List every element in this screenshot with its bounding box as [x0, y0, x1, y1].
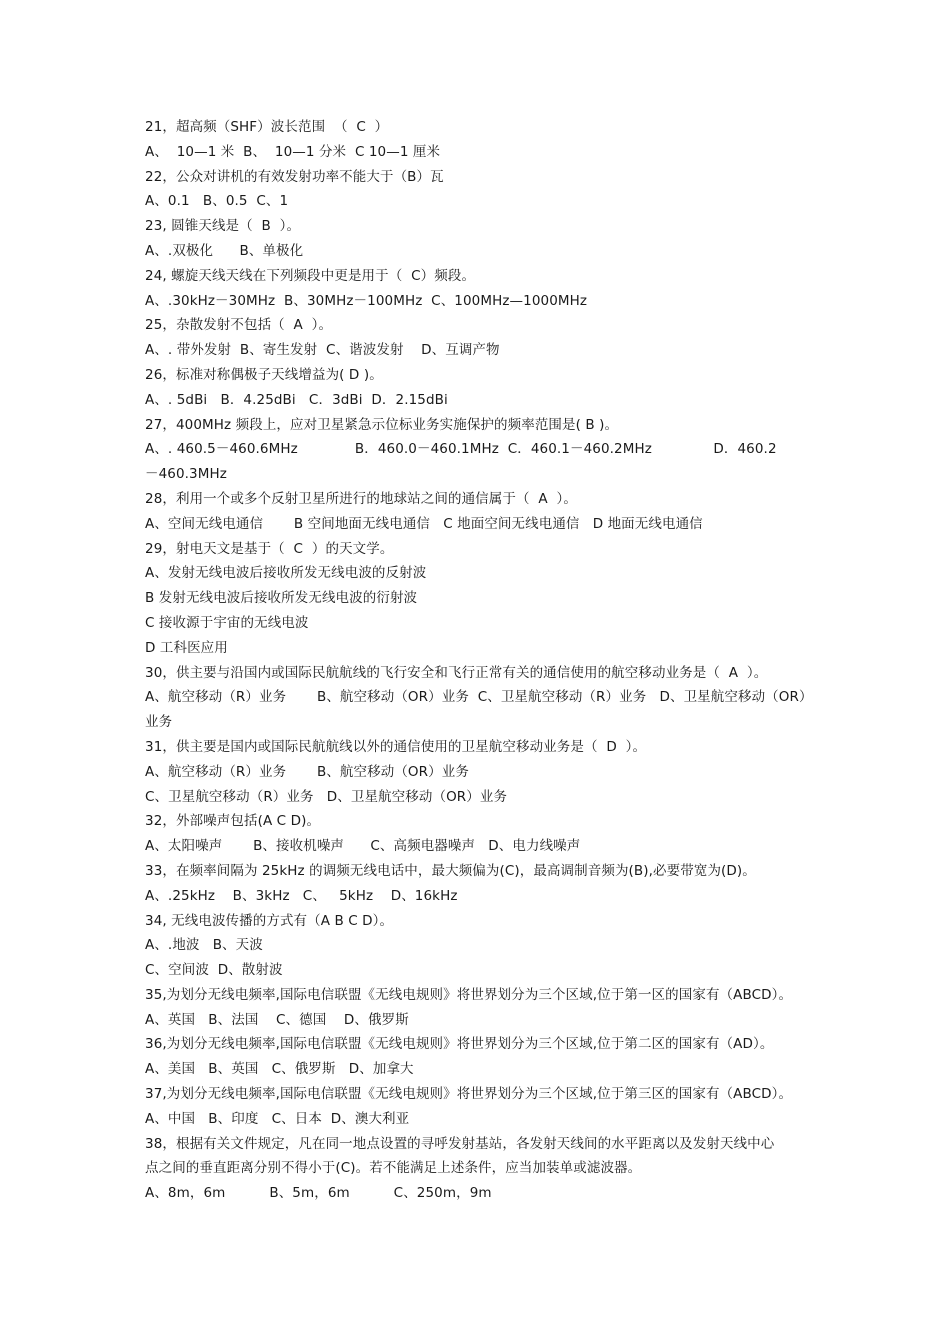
question-27-stem: 27，400MHz 频段上，应对卫星紧急示位标业务实施保护的频率范围是( B )。	[145, 416, 619, 433]
question-21-stem: 21，超高频（SHF）波长范围 （ C ）	[145, 119, 389, 135]
question-23-options: A、.双极化 B、单极化	[145, 242, 304, 259]
question-32-stem: 32，外部噪声包括(A C D)。	[145, 813, 321, 830]
question-27-options: A、. 460.5－460.6MHz B．460.0－460.1MHz C．460.1－460.2MHz D．460.2	[145, 441, 777, 458]
question-22-stem: 22，公众对讲机的有效发射功率不能大于（B）瓦	[145, 168, 444, 185]
question-38-options: A、8m，6m B、5m，6m C、250m，9m	[145, 1185, 492, 1202]
question-26-stem: 26，标准对称偶极子天线增益为( D )。	[145, 366, 383, 383]
question-25-options: A、. 带外发射 B、寄生发射 C、谐波发射 D、互调产物	[145, 342, 500, 359]
question-35-stem: 35,为划分无线电频率,国际电信联盟《无线电规则》将世界划分为三个区域,位于第一区的国家有（ABCD）。	[145, 986, 793, 1003]
question-34-options-ab: A、.地波 B、天波	[145, 937, 263, 954]
question-28-stem: 28，利用一个或多个反射卫星所进行的地球站之间的通信属于（ A ）。	[145, 490, 577, 507]
question-34-stem: 34, 无线电波传播的方式有（A B C D）。	[145, 912, 394, 929]
question-28-options: A、空间无线电通信 B 空间地面无线电通信 C 地面空间无线电通信 D 地面无线电通信	[145, 515, 703, 532]
question-36-options: A、美国 B、英国 C、俄罗斯 D、加拿大	[145, 1061, 414, 1078]
question-30-stem: 30，供主要与沿国内或国际民航航线的飞行安全和飞行正常有关的通信使用的航空移动业务是（ A ）。	[145, 664, 768, 681]
question-33-stem: 33，在频率间隔为 25kHz 的调频无线电话中，最大频偏为(C)，最高调制音频为(B),必要带宽为(D)。	[145, 862, 756, 879]
question-33-options: A、.25kHz B、3kHz C、 5kHz D、16kHz	[145, 887, 458, 904]
question-29-option-c: C 接收源于宇宙的无线电波	[145, 614, 309, 631]
question-37-stem: 37,为划分无线电频率,国际电信联盟《无线电规则》将世界划分为三个区域,位于第三区的国家有（ABCD）。	[145, 1086, 793, 1103]
question-27-options-cont: －460.3MHz	[145, 466, 227, 483]
question-22-options: A、0.1 B、0.5 C、1	[145, 193, 289, 210]
question-29-option-a: A、发射无线电波后接收所发无线电波的反射波	[145, 565, 427, 582]
question-25-stem: 25，杂散发射不包括（ A ）。	[145, 317, 333, 334]
question-29-stem: 29，射电天文是基于（ C ）的天文学。	[145, 540, 394, 557]
question-36-stem: 36,为划分无线电频率,国际电信联盟《无线电规则》将世界划分为三个区域,位于第二区的国家有（AD）。	[145, 1036, 774, 1053]
question-list	[145, 115, 813, 1206]
question-24-stem: 24, 螺旋天线天线在下列频段中更是用于（ C）频段。	[145, 267, 476, 284]
question-38-stem-cont: 点之间的垂直距离分别不得小于(C)。若不能满足上述条件，应当加装单或滤波器。	[145, 1160, 642, 1177]
question-21-options: A、 10—1 米 B、 10—1 分米 C 10—1 厘米	[145, 143, 441, 160]
question-30-options-cont: 业务	[145, 714, 173, 731]
question-24-options: A、.30kHz－30MHz B、30MHz－100MHz C、100MHz—1000MHz	[145, 292, 588, 309]
question-31-options-cd: C、卫星航空移动（R）业务 D、卫星航空移动（OR）业务	[145, 788, 508, 805]
question-26-options: A、. 5dBi B．4.25dBi C．3dBi D．2.15dBi	[145, 391, 448, 408]
question-29-option-b: B 发射无线电波后接收所发无线电波的衍射波	[145, 590, 418, 607]
question-31-stem: 31，供主要是国内或国际民航航线以外的通信使用的卫星航空移动业务是（ D ）。	[145, 738, 647, 755]
question-37-options: A、中国 B、印度 C、日本 D、澳大利亚	[145, 1110, 410, 1127]
question-35-options: A、英国 B、法国 C、德国 D、俄罗斯	[145, 1011, 409, 1028]
question-30-options: A、航空移动（R）业务 B、航空移动（OR）业务 C、卫星航空移动（R）业务 D、卫星航空移动（OR）	[145, 689, 813, 706]
question-38-stem: 38，根据有关文件规定，凡在同一地点设置的寻呼发射基站，各发射天线间的水平距离以及发射天线中心	[145, 1135, 775, 1152]
question-23-stem: 23, 圆锥天线是（ B ）。	[145, 218, 301, 235]
question-32-options: A、太阳噪声 B、接收机噪声 C、高频电器噪声 D、电力线噪声	[145, 838, 581, 855]
question-34-options-cd: C、空间波 D、散射波	[145, 962, 283, 979]
question-29-option-d: D 工科医应用	[145, 639, 228, 656]
question-31-options-ab: A、航空移动（R）业务 B、航空移动（OR）业务	[145, 763, 469, 780]
